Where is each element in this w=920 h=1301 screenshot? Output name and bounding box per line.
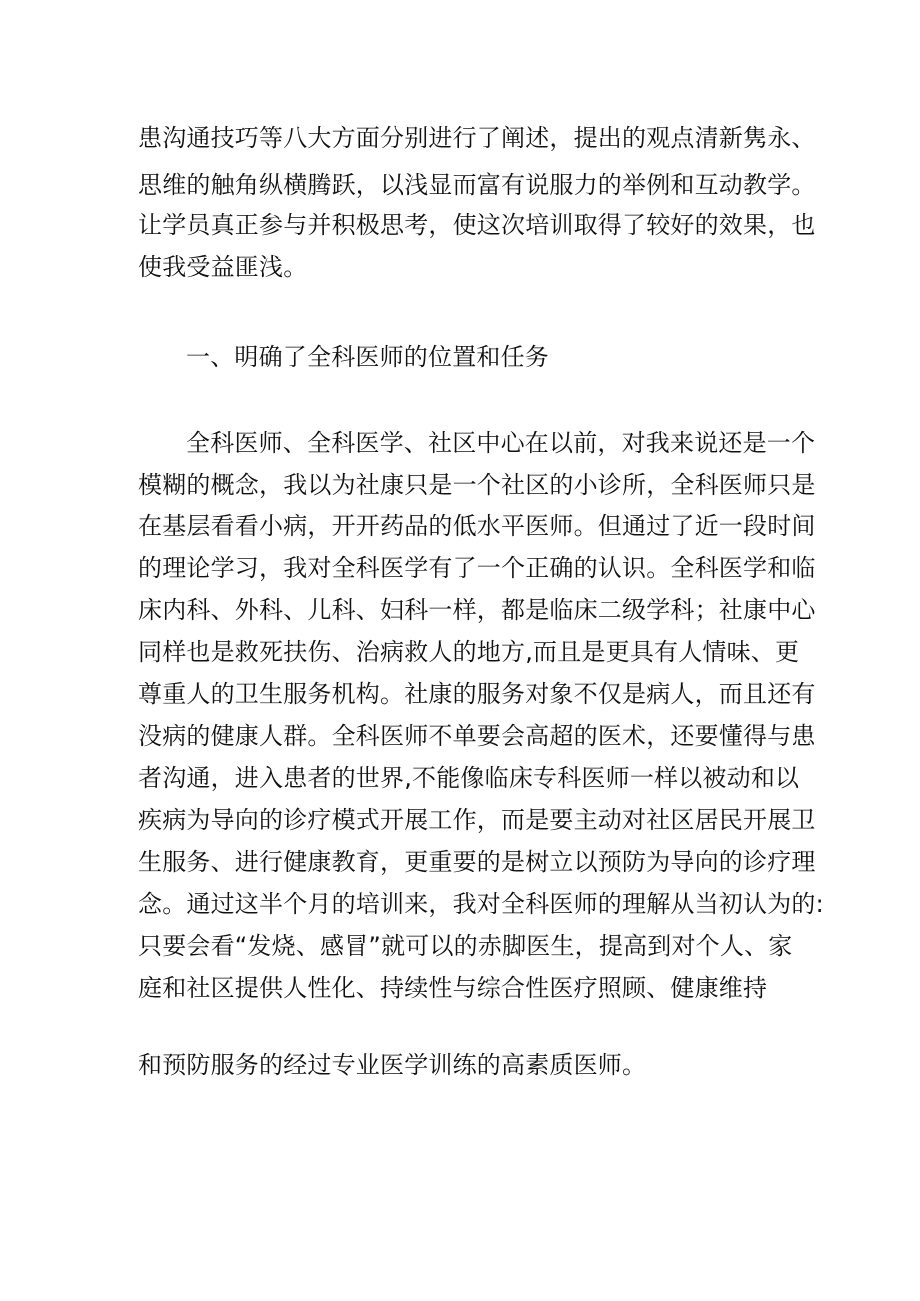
paragraph-2-line-2: 模糊的概念，我以为社康只是一个社区的小诊所，全科医师只是 (138, 471, 816, 499)
paragraph-1-line-4: 使我受益匪浅。 (138, 253, 308, 281)
paragraph-1-line-2: 思维的触角纵横腾跃，以浅显而富有说服力的举例和互动教学。 (138, 171, 816, 199)
paragraph-2-line-1: 全科医师、全科医学、社区中心在以前，对我来说还是一个 (186, 429, 816, 457)
paragraph-2-line-10: 疾病为导向的诊疗模式开展工作，而是要主动对社区居民开展卫 (138, 806, 816, 834)
paragraph-2-line-12: 念。通过这半个月的培训来，我对全科医师的理解从当初认为的: (138, 890, 824, 918)
paragraph-2-line-4: 的理论学习，我对全科医学有了一个正确的认识。全科医学和临 (138, 554, 816, 582)
paragraph-2-line-8: 没病的健康人群。全科医师不单要会高超的医术，还要懂得与患 (138, 722, 816, 750)
paragraph-2-line-6: 同样也是救死扶伤、治病救人的地方,而且是更具有人情味、更 (138, 638, 800, 666)
paragraph-1-line-1: 患沟通技巧等八大方面分别进行了阐述，提出的观点清新隽永、 (138, 124, 816, 152)
paragraph-2-line-14: 庭和社区提供人性化、持续性与综合性医疗照顾、健康维持 (138, 974, 768, 1002)
paragraph-2-line-3: 在基层看看小病，开开药品的低水平医师。但通过了近一段时间 (138, 512, 816, 540)
paragraph-3-line-1: 和预防服务的经过专业医学训练的高素质医师。 (138, 1051, 647, 1079)
paragraph-2-line-7: 尊重人的卫生服务机构。社康的服务对象不仅是病人，而且还有 (138, 680, 816, 708)
paragraph-2-line-11: 生服务、进行健康教育，更重要的是树立以预防为导向的诊疗理 (138, 848, 816, 876)
paragraph-1-line-3: 让学员真正参与并积极思考，使这次培训取得了较好的效果，也 (138, 211, 816, 239)
paragraph-2-line-9: 者沟通，进入患者的世界,不能像临床专科医师一样以被动和以 (138, 764, 800, 792)
section-heading: 一、明确了全科医师的位置和任务 (186, 343, 549, 371)
paragraph-2-line-13: 只要会看“发烧、感冒”就可以的赤脚医生，提高到对个人、家 (138, 932, 793, 960)
paragraph-2-line-5: 床内科、外科、儿科、妇科一样，都是临床二级学科；社康中心 (138, 596, 816, 624)
